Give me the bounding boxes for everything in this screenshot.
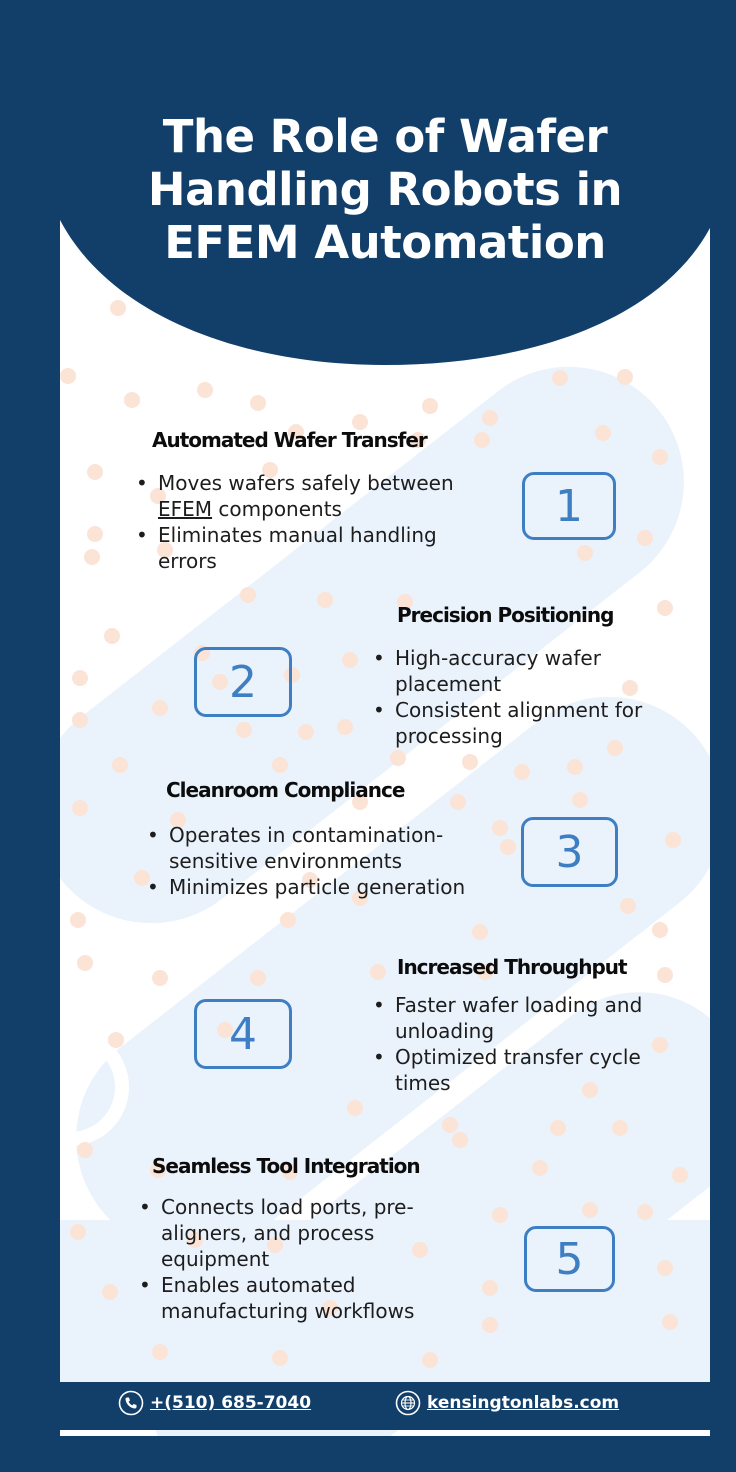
phone-link[interactable] [118, 1390, 311, 1416]
decorative-dot [236, 722, 252, 738]
website-link[interactable] [395, 1390, 619, 1416]
bullet-item: • Moves wafers safely between EFEM components [134, 470, 474, 522]
decorative-dot [652, 922, 668, 938]
globe-icon [395, 1390, 421, 1416]
decorative-dot [337, 719, 353, 735]
decorative-dot [77, 955, 93, 971]
decorative-dot [577, 545, 593, 561]
section-cleanroom-compliance [166, 778, 526, 802]
decorative-dot [567, 759, 583, 775]
decorative-dot [250, 395, 266, 411]
decorative-dot [617, 369, 633, 385]
website-url[interactable]: kensingtonlabs.com [427, 1393, 620, 1413]
decorative-dot [70, 1224, 86, 1240]
section-title: Seamless Tool Integration [152, 1154, 420, 1178]
decorative-dot [272, 1350, 288, 1366]
bullet-item: • Optimized transfer cycle times [371, 1044, 671, 1096]
bullet-item: • Connects load ports, pre-aligners, and process equipment [137, 1194, 437, 1272]
decorative-dot [104, 628, 120, 644]
infographic-card [60, 60, 710, 1436]
decorative-dot [102, 1284, 118, 1300]
decorative-dot [317, 592, 333, 608]
decorative-dot [492, 1207, 508, 1223]
number-badge-2: 2 [194, 647, 292, 717]
decorative-dot [620, 898, 636, 914]
bullet-item: • Minimizes particle generation [145, 874, 485, 900]
number-badge-3: 3 [521, 817, 618, 887]
number-badge-1: 1 [522, 472, 616, 540]
decorative-dot [342, 652, 358, 668]
decorative-dot [637, 530, 653, 546]
bullet-item: • Eliminates manual handling errors [134, 522, 474, 574]
bullet-item: • High-accuracy wafer placement [371, 645, 671, 697]
number-badge-5: 5 [524, 1226, 615, 1292]
decorative-dot [390, 750, 406, 766]
decorative-dot [652, 449, 668, 465]
decorative-dot [347, 1100, 363, 1116]
decorative-dot [500, 839, 516, 855]
decorative-dot [532, 1160, 548, 1176]
section-increased-throughput [397, 955, 697, 979]
decorative-dot [84, 549, 100, 565]
decorative-dot [637, 1204, 653, 1220]
decorative-dot [662, 1314, 678, 1330]
decorative-dot [482, 1280, 498, 1296]
decorative-dot [422, 1352, 438, 1368]
decorative-dot [552, 370, 568, 386]
decorative-dot [672, 1167, 688, 1183]
efem-link[interactable]: EFEM [158, 497, 213, 521]
decorative-dot [582, 1202, 598, 1218]
decorative-dot [87, 526, 103, 542]
section-automated-wafer-transfer [152, 428, 512, 452]
phone-icon [118, 1390, 144, 1416]
decorative-dot [370, 964, 386, 980]
decorative-dot [108, 1032, 124, 1048]
decorative-dot [152, 700, 168, 716]
footer-bar [60, 1382, 710, 1430]
decorative-dot [124, 392, 140, 408]
phone-number[interactable]: +(510) 685-7040 [150, 1393, 312, 1413]
decorative-dot [60, 368, 76, 384]
decorative-dot [482, 1317, 498, 1333]
decorative-dot [452, 1132, 468, 1148]
decorative-dot [462, 754, 478, 770]
section-2-bullets [371, 645, 671, 749]
decorative-dot [152, 1344, 168, 1360]
decorative-dot [442, 1117, 458, 1133]
section-title: Cleanroom Compliance [166, 778, 405, 802]
section-4-bullets [371, 992, 671, 1096]
decorative-dot [665, 832, 681, 848]
decorative-dot [272, 757, 288, 773]
decorative-dot [72, 670, 88, 686]
decorative-dot [472, 924, 488, 940]
decorative-dot [572, 792, 588, 808]
number-badge-4: 4 [194, 999, 292, 1069]
decorative-dot [422, 398, 438, 414]
decorative-dot [87, 464, 103, 480]
decorative-dot [298, 724, 314, 740]
decorative-dot [612, 1120, 628, 1136]
section-precision-positioning [397, 603, 697, 627]
bullet-item: • Faster wafer loading and unloading [371, 992, 671, 1044]
decorative-dot [280, 912, 296, 928]
decorative-dot [240, 587, 256, 603]
decorative-dot [70, 912, 86, 928]
decorative-dot [152, 970, 168, 986]
decorative-dot [657, 1260, 673, 1276]
decorative-dot [72, 712, 88, 728]
decorative-dot [197, 382, 213, 398]
section-title: Precision Positioning [397, 603, 614, 627]
decorative-dot [492, 820, 508, 836]
bullet-item: • Operates in contamination-sensitive environments [145, 822, 485, 874]
section-3-bullets [145, 822, 485, 900]
decorative-dot [77, 1142, 93, 1158]
decorative-dot [550, 1120, 566, 1136]
section-title: Automated Wafer Transfer [152, 428, 427, 452]
decorative-dot [482, 410, 498, 426]
page-title: The Role of Wafer Handling Robots in EFEM Automation [147, 110, 623, 269]
section-title: Increased Throughput [397, 955, 627, 979]
decorative-dot [72, 800, 88, 816]
section-5-bullets [137, 1194, 437, 1324]
decorative-dot [250, 970, 266, 986]
decorative-dot [595, 425, 611, 441]
bullet-item: • Enables automated manufacturing workflows [137, 1272, 437, 1324]
decorative-dot [110, 300, 126, 316]
bullet-item: • Consistent alignment for processing [371, 697, 671, 749]
section-seamless-tool-integration [152, 1154, 532, 1178]
decorative-dot [112, 757, 128, 773]
section-1-bullets [134, 470, 474, 574]
